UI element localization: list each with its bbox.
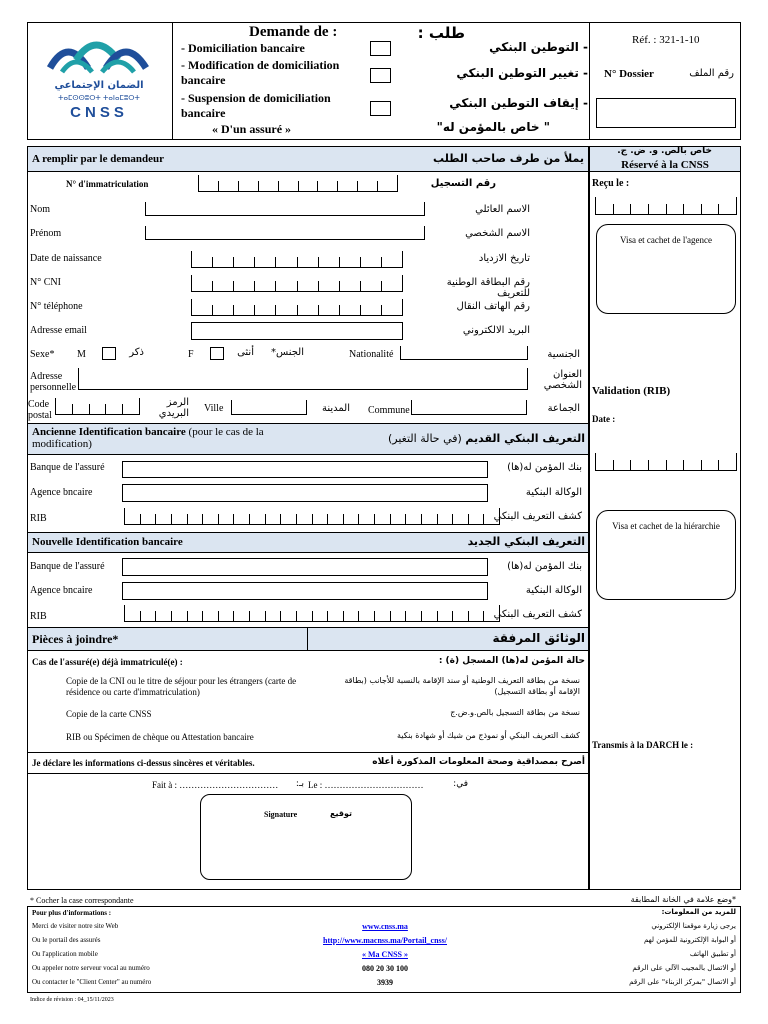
comb-tick — [122, 404, 123, 414]
le-ar: في: — [453, 779, 468, 789]
visa-agence-label: Visa et cachet de l'agence — [619, 235, 713, 245]
comb-tick — [212, 305, 213, 315]
immat-label-ar: رقم التسجيل — [430, 178, 496, 189]
comb-tick — [171, 514, 172, 524]
comb-tick — [280, 611, 281, 621]
option-assure-ar: " خاص بالمؤمن له" — [436, 120, 550, 134]
section-nouvelle-ar: التعريف البنكي الجديد — [467, 535, 585, 548]
nom-label-ar: الاسم العائلي — [475, 204, 530, 215]
comb-tick — [339, 305, 340, 315]
comb-tick — [402, 275, 403, 291]
comb-tick — [238, 181, 239, 191]
comb-tick — [312, 514, 313, 524]
adresse-input[interactable] — [78, 368, 528, 390]
comb-tick — [233, 611, 234, 621]
ville-label-ar: المدينة — [321, 403, 350, 414]
cnss-logo — [36, 30, 162, 130]
commune-label-fr: Commune — [368, 405, 410, 416]
declaration-ar: أصرح بمصداقية وصحة المعلومات المذكورة أعلاه — [372, 757, 585, 767]
cocher-ar: *وضع علامة في الخانة المطابقة — [630, 895, 736, 904]
comb-tick — [390, 611, 391, 621]
comb-tick — [254, 281, 255, 291]
new-rib-label-fr: RIB — [30, 611, 47, 622]
comb-tick — [296, 514, 297, 524]
comb-tick — [648, 204, 649, 214]
info-row1-fr: Merci de visiter notre site Web — [32, 922, 119, 930]
comb-tick — [452, 611, 453, 621]
recu-label: Reçu le : — [592, 178, 630, 189]
checkbox-modification[interactable] — [370, 68, 391, 83]
comb-tick — [265, 611, 266, 621]
comb-tick — [402, 299, 403, 315]
cni-label-fr: N° CNI — [30, 277, 61, 288]
comb-tick — [140, 514, 141, 524]
comb-tick — [683, 460, 684, 470]
email-label-ar: البريد الالكتروني — [462, 325, 530, 336]
nom-input[interactable] — [145, 202, 425, 216]
checkbox-domiciliation[interactable] — [370, 41, 391, 56]
comb-tick — [468, 611, 469, 621]
ville-input[interactable] — [231, 400, 307, 415]
phone-vocal: 080 20 30 100 — [362, 964, 408, 973]
comb-tick — [191, 299, 192, 315]
comb-tick — [468, 514, 469, 524]
comb-tick — [317, 181, 318, 191]
sexe-m-label: M — [77, 349, 86, 360]
section-ancienne-ar-note: (في حالة التغير) — [388, 432, 462, 445]
tel-label-ar: رقم الهاتف النقال — [456, 301, 530, 312]
demande-title-fr: Demande de : — [249, 24, 338, 40]
reserve-ar: خاص بالص. و. ض. ج. — [617, 146, 712, 156]
comb-tick — [437, 514, 438, 524]
comb-tick — [421, 514, 422, 524]
nationalite-label-fr: Nationalité — [349, 349, 394, 360]
pieces-ar: الوثائق المرفقة — [492, 631, 585, 645]
new-banque-input[interactable] — [122, 558, 488, 576]
comb-tick — [327, 611, 328, 621]
new-agence-input[interactable] — [122, 582, 488, 600]
pieces-fr: Pièces à joindre* — [32, 632, 119, 646]
comb-tick — [595, 453, 596, 470]
comb-tick — [254, 305, 255, 315]
comb-tick — [249, 514, 250, 524]
piece3-fr: RIB ou Spécimen de chèque ou Attestation bancaire — [66, 732, 254, 742]
website-link[interactable]: www.cnss.ma — [362, 922, 408, 931]
section-ancienne-fr-bold: Ancienne Identification bancaire — [32, 426, 186, 438]
comb-tick — [296, 611, 297, 621]
old-rib-label-ar: كشف التعريف البنكي — [493, 511, 582, 522]
comb-tick — [139, 398, 140, 414]
validation-label: Validation (RIB) — [592, 385, 671, 397]
comb-tick — [405, 514, 406, 524]
comb-tick — [360, 305, 361, 315]
comb-tick — [275, 305, 276, 315]
comb-tick — [666, 204, 667, 214]
tel-label-fr: N° téléphone — [30, 301, 83, 312]
comb-tick — [736, 197, 737, 214]
fait-a-ar: بـ: — [295, 779, 304, 789]
comb-tick — [613, 460, 614, 470]
logo-cnss-text: CNSS — [70, 104, 128, 121]
comb-tick — [360, 281, 361, 291]
option-suspension-fr: - Suspension de domiciliation bancaire — [181, 91, 331, 120]
comb-tick — [358, 514, 359, 524]
comb-tick — [275, 257, 276, 267]
comb-tick — [275, 281, 276, 291]
comb-tick — [339, 281, 340, 291]
comb-tick — [360, 257, 361, 267]
comb-tick — [297, 257, 298, 267]
comb-tick — [613, 204, 614, 214]
comb-tick — [327, 514, 328, 524]
naissance-label-fr: Date de naissance — [30, 253, 102, 264]
new-agence-label-ar: الوكالة البنكية — [525, 585, 582, 596]
naissance-label-ar: تاريخ الازدياد — [478, 253, 530, 264]
plus-info-ar: للمزيد من المعلومات: — [661, 908, 736, 916]
cnss-logo-icon — [36, 30, 162, 86]
comb-tick — [278, 181, 279, 191]
comb-tick — [191, 251, 192, 267]
section-demandeur-fr: A remplir par le demandeur — [32, 153, 164, 165]
comb-tick — [381, 281, 382, 291]
comb-tick — [452, 514, 453, 524]
old-rib-label-fr: RIB — [30, 513, 47, 524]
comb-tick — [233, 281, 234, 291]
plus-info-fr: Pour plus d'informations : — [32, 909, 112, 917]
logo-arabic: الضمان الإجتماعي — [54, 80, 144, 91]
signature-box[interactable] — [200, 794, 412, 880]
comb-tick — [374, 611, 375, 621]
comb-tick — [89, 404, 90, 414]
checkbox-sexe-f[interactable] — [210, 347, 224, 360]
adresse-label-fr: Adresse personnelle — [30, 371, 77, 393]
comb-tick — [390, 514, 391, 524]
new-banque-label-ar: بنك المؤمن له(ها) — [507, 561, 582, 572]
ville-label-fr: Ville — [204, 403, 224, 414]
comb-tick — [381, 305, 382, 315]
new-rib-label-ar: كشف التعريف البنكي — [493, 609, 582, 620]
comb-tick — [648, 460, 649, 470]
comb-tick — [666, 460, 667, 470]
commune-input[interactable] — [411, 400, 527, 415]
option-modification-fr: - Modification de domiciliation bancaire — [181, 58, 340, 87]
comb-tick — [318, 281, 319, 291]
old-banque-label-fr: Banque de l'assuré — [30, 462, 105, 473]
checkbox-sexe-m[interactable] — [102, 347, 116, 360]
comb-tick — [155, 611, 156, 621]
date-input[interactable] — [595, 454, 737, 471]
comb-tick — [397, 175, 398, 191]
cas-fr: Cas de l'assuré(e) déjà immatriculé(e) : — [32, 657, 183, 667]
recu-input[interactable] — [595, 198, 737, 215]
le-fr: Le : …………………………… — [308, 780, 424, 790]
comb-tick — [297, 305, 298, 315]
comb-tick — [595, 197, 596, 214]
comb-tick — [124, 508, 125, 524]
comb-tick — [155, 514, 156, 524]
comb-tick — [212, 257, 213, 267]
comb-tick — [405, 611, 406, 621]
section-ancienne-fr — [32, 426, 292, 450]
nationalite-input[interactable] — [400, 346, 528, 360]
comb-tick — [718, 460, 719, 470]
demande-title-ar: طلب : — [417, 24, 465, 42]
option-modification-ar: - تغيير التوطين البنكي — [456, 66, 588, 80]
info-row5-fr: Ou contacter le "Client Center" au numéro — [32, 978, 152, 986]
comb-tick — [374, 514, 375, 524]
comb-tick — [187, 514, 188, 524]
comb-tick — [171, 611, 172, 621]
comb-tick — [318, 305, 319, 315]
option-domiciliation-fr: - Domiciliation bancaire — [181, 41, 305, 55]
sexe-label-fr: Sexe* — [30, 349, 55, 360]
comb-tick — [233, 514, 234, 524]
comb-tick — [55, 398, 56, 414]
sexe-f-ar: أنثى — [237, 347, 254, 358]
info-row5-ar: أو الاتصال "بمركز الزبناء" على الرقم — [629, 978, 736, 986]
info-row2-ar: أو البوابة الإلكترونية للمؤمن لهم — [644, 936, 736, 944]
comb-tick — [402, 251, 403, 267]
comb-tick — [718, 204, 719, 214]
info-row3-fr: Ou l'application mobile — [32, 950, 98, 958]
dossier-label-fr: N° Dossier — [604, 68, 654, 80]
piece3-ar: كشف التعريف البنكي أو نموذج من شيك أو شهادة بنكية — [396, 731, 580, 740]
comb-tick — [124, 605, 125, 621]
section-ancienne-ar-bold: التعريف البنكي القديم — [465, 432, 585, 445]
comb-tick — [701, 204, 702, 214]
comb-tick — [198, 175, 199, 191]
section-ancienne-fr-note: (pour le cas de la modification) — [32, 426, 264, 450]
info-row4-fr: Ou appeler notre serveur vocal au numéro — [32, 964, 150, 972]
comb-tick — [343, 611, 344, 621]
logo-tifinagh: ⵜⴰⵎⵙⵙⵓⵔⵜ ⵜⴰⵏⴰⵎⵓⵔⵜ — [58, 94, 140, 102]
comb-tick — [191, 275, 192, 291]
old-agence-label-fr: Agence bncaire — [30, 487, 93, 498]
adresse-label-ar: العنوان الشخصي — [543, 369, 582, 391]
transmis-label: Transmis à la DARCH le : — [592, 740, 694, 750]
comb-tick — [233, 257, 234, 267]
comb-tick — [249, 611, 250, 621]
comb-tick — [483, 514, 484, 524]
prenom-label-ar: الاسم الشخصي — [465, 228, 530, 239]
comb-tick — [218, 611, 219, 621]
info-row1-ar: يرجى زيارة موقعنا الإلكتروني — [651, 922, 736, 930]
piece2-ar: نسخة من بطاقة التسجيل بالص.و.ض.ج — [450, 708, 580, 717]
revision: Indice de révision : 04_15/11/2023 — [30, 997, 114, 1003]
info-row3-ar: أو تطبيق الهاتف — [689, 950, 736, 958]
nationalite-label-ar: الجنسية — [547, 349, 580, 360]
app-link[interactable]: « Ma CNSS » — [361, 950, 408, 959]
comb-tick — [265, 514, 266, 524]
comb-tick — [701, 460, 702, 470]
comb-tick — [187, 611, 188, 621]
comb-tick — [233, 305, 234, 315]
old-agence-input[interactable] — [122, 484, 488, 502]
cocher-fr: * Cocher la case correspondante — [30, 896, 134, 905]
signature-ar: توقيع — [330, 809, 352, 818]
comb-tick — [337, 181, 338, 191]
visa-hierarchie-label: Visa et cachet de la hiérarchie — [612, 521, 720, 531]
comb-tick — [254, 257, 255, 267]
checkbox-suspension[interactable] — [370, 101, 391, 116]
naissance-input[interactable] — [191, 252, 403, 268]
email-label-fr: Adresse email — [30, 325, 87, 336]
code-label-ar: الرمز البريدي — [158, 397, 189, 419]
sexe-f-label: F — [188, 349, 194, 360]
option-domiciliation-ar: - التوطين البنكي — [489, 40, 588, 54]
declaration-fr: Je déclare les informations ci-dessus sincères et véritables. — [32, 758, 255, 768]
nom-label-fr: Nom — [30, 204, 50, 215]
fait-a-fr: Fait à : …………………………… — [152, 780, 279, 790]
comb-tick — [280, 514, 281, 524]
comb-tick — [437, 611, 438, 621]
code-label-fr: Code postal — [28, 399, 52, 421]
comb-tick — [202, 514, 203, 524]
comb-tick — [202, 611, 203, 621]
comb-tick — [343, 514, 344, 524]
dossier-input[interactable] — [596, 98, 736, 128]
prenom-label-fr: Prénom — [30, 228, 62, 239]
old-banque-label-ar: بنك المؤمن له(ها) — [507, 462, 582, 473]
new-banque-label-fr: Banque de l'assuré — [30, 561, 105, 572]
info-row4-ar: أو الاتصال بالمجيب الآلي على الرقم — [632, 964, 736, 972]
option-suspension-ar: - إيقاف التوطين البنكي — [449, 96, 588, 110]
comb-tick — [683, 204, 684, 214]
prenom-input[interactable] — [145, 226, 425, 240]
comb-tick — [339, 257, 340, 267]
phone-client-center: 3939 — [377, 978, 393, 987]
comb-tick — [297, 281, 298, 291]
comb-tick — [377, 181, 378, 191]
comb-tick — [318, 257, 319, 267]
comb-tick — [258, 181, 259, 191]
email-input[interactable] — [191, 322, 403, 340]
reference: Réf. : 321-1-10 — [632, 34, 700, 46]
date-label: Date : — [592, 414, 616, 424]
comb-tick — [630, 204, 631, 214]
comb-tick — [140, 611, 141, 621]
comb-tick — [72, 404, 73, 414]
tel-input[interactable] — [191, 300, 403, 316]
comb-tick — [357, 181, 358, 191]
cni-input[interactable] — [191, 276, 403, 292]
comb-tick — [105, 404, 106, 414]
comb-tick — [218, 181, 219, 191]
reserve-fr: Réservé à la CNSS — [621, 159, 709, 171]
portal-link[interactable]: http://www.macnss.ma/Portail_cnss/ — [323, 936, 447, 945]
option-assure-fr: « D'un assuré » — [212, 122, 292, 136]
sexe-ar: الجنس* — [270, 347, 304, 358]
comb-tick — [736, 453, 737, 470]
old-rib-input[interactable] — [124, 509, 500, 525]
piece2-fr: Copie de la carte CNSS — [66, 709, 152, 719]
immat-label-fr: N° d'immatriculation — [66, 179, 149, 189]
section-nouvelle-fr: Nouvelle Identification bancaire — [32, 536, 183, 548]
cas-ar: حالة المؤمن له(ها) المسجل (ة) : — [438, 656, 585, 666]
sexe-m-ar: ذكر — [129, 347, 144, 358]
comb-tick — [298, 181, 299, 191]
dossier-label-ar: رقم الملف — [689, 68, 734, 79]
section-demandeur-ar: يملأ من طرف صاحب الطلب — [433, 152, 584, 165]
cni-label-ar: رقم البطاقة الوطنية للتعريف — [446, 277, 530, 299]
comb-tick — [212, 281, 213, 291]
comb-tick — [483, 611, 484, 621]
old-agence-label-ar: الوكالة البنكية — [525, 487, 582, 498]
comb-tick — [381, 257, 382, 267]
immat-input[interactable] — [198, 176, 398, 192]
old-banque-input[interactable] — [122, 461, 488, 478]
comb-tick — [312, 611, 313, 621]
comb-tick — [630, 460, 631, 470]
signature-fr: Signature — [264, 810, 298, 819]
commune-label-ar: الجماعة — [547, 403, 580, 414]
piece1-fr: Copie de la CNI ou le titre de séjour pour les étrangers (carte de résidence ou carte d'immatriculation) — [66, 676, 297, 697]
comb-tick — [358, 611, 359, 621]
info-row2-fr: Ou le portail des assurés — [32, 936, 101, 944]
piece1-ar: نسخة من بطاقة التعريف الوطنية أو سند الإقامة بالنسبة للأجانب (بطاقة الإقامة أو بطاقة التسجيل) — [344, 676, 580, 696]
comb-tick — [218, 514, 219, 524]
new-rib-input[interactable] — [124, 606, 500, 622]
code-input[interactable] — [55, 399, 140, 415]
new-agence-label-fr: Agence bncaire — [30, 585, 93, 596]
comb-tick — [421, 611, 422, 621]
section-ancienne-ar — [330, 432, 585, 445]
